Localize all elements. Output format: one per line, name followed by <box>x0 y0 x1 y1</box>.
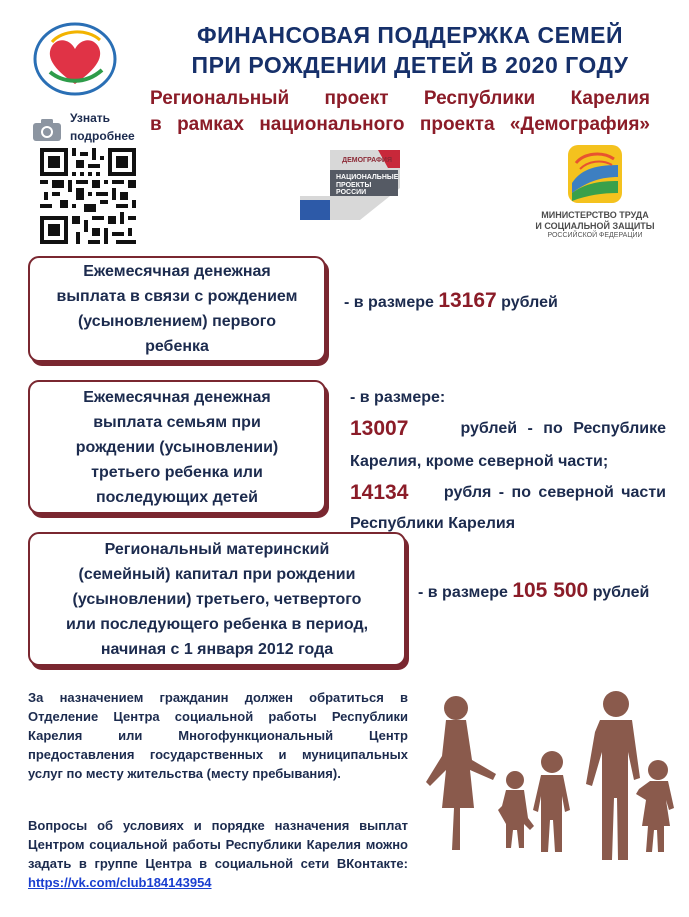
ministry-name-line3: РОССИЙСКОЙ ФЕДЕРАЦИИ <box>547 232 643 239</box>
np-logo-line3: ПРОЕКТЫ <box>336 182 372 189</box>
benefit1-line: Ежемесячная денежная <box>83 263 271 280</box>
benefit3-line: или последующего ребенка в период, <box>65 615 369 633</box>
page-title-line2: ПРИ РОЖДЕНИИ ДЕТЕЙ В 2020 ГОДУ <box>191 52 629 78</box>
subtitle-line2: в рамках национального проекта «Демография» <box>150 114 650 135</box>
learn-more-label <box>70 109 135 145</box>
benefit3-amount: 105 500 <box>512 579 589 602</box>
benefit1-suffix: рублей <box>496 294 558 311</box>
benefit2-line: рождении (усыновлении) <box>75 438 279 456</box>
benefit3-line: (семейный) капитал при рождении <box>78 565 356 583</box>
ministry-logo <box>520 143 670 239</box>
benefit2-amount1: 13007 <box>350 417 409 440</box>
benefit2-amount-text <box>350 382 666 539</box>
benefit2-line: последующих детей <box>96 488 258 506</box>
ministry-name-line2: И СОЦИАЛЬНОЙ ЗАЩИТЫ <box>535 221 655 231</box>
benefit2-text2b: Республики Карелия <box>350 515 516 532</box>
benefit2-row2 <box>350 477 666 508</box>
benefit-box-maternity-capital <box>28 532 406 666</box>
social-center-heart-logo <box>32 22 118 96</box>
ministry-name-line1: МИНИСТЕРСТВО ТРУДА <box>541 210 649 220</box>
qr-code[interactable] <box>40 148 136 244</box>
benefit3-line: начиная с 1 января 2012 года <box>100 640 334 658</box>
info-paragraph-questions <box>28 816 408 892</box>
benefit2-line: третьего ребенка или <box>91 463 263 481</box>
benefit2-text1a: рублей - по Республике <box>460 420 666 437</box>
benefit2-prefix: - в размере: <box>350 389 446 406</box>
benefit3-amount-text <box>418 579 649 603</box>
benefit1-prefix: - в размере <box>344 294 439 311</box>
camera-icon <box>32 118 62 142</box>
page-title-line1: ФИНАНСОВАЯ ПОДДЕРЖКА СЕМЕЙ <box>197 22 623 48</box>
benefit2-text2a: рубля - по северной части <box>443 484 666 501</box>
benefit3-line: Региональный материнский <box>104 540 330 558</box>
benefit2-line: Ежемесячная денежная <box>83 388 271 406</box>
np-logo-line4: РОССИИ <box>336 189 367 196</box>
benefit2-amount2: 14134 <box>350 481 409 504</box>
family-silhouette-illustration <box>420 690 682 900</box>
ministry-emblem-icon <box>566 143 624 205</box>
subtitle-line1: Региональный проект Республики Карелия <box>150 88 650 109</box>
benefit2-text1b: Карелия, кроме северной части; <box>350 453 609 470</box>
benefit1-line: выплата в связи с рождением <box>56 288 298 305</box>
info-paragraph-apply: За назначением гражданин должен обратиться в Отделение Центра социальной работы Республики Карелия или Многофункциональный Центр предоставления государственных и муниципальных услуг по месту жительства (месту пребывания). <box>28 690 408 781</box>
benefit2-row1 <box>350 413 666 446</box>
np-logo-line1: ДЕМОГРАФИЯ <box>342 157 392 164</box>
benefit2-line: выплата семьям при <box>93 413 261 431</box>
national-projects-logo <box>300 150 420 220</box>
benefit1-amount: 13167 <box>438 289 497 312</box>
learn-more-line1: Узнать <box>70 111 111 125</box>
benefit3-line: (усыновлении) третьего, четвертого <box>72 590 362 608</box>
learn-more-line2: подробнее <box>70 129 135 143</box>
vk-group-link[interactable]: https://vk.com/club184143954 <box>28 875 212 890</box>
benefit-box-first-child <box>28 256 326 362</box>
benefit1-line: ребенка <box>145 338 209 355</box>
benefit3-prefix: - в размере <box>418 584 513 601</box>
benefit3-suffix: рублей <box>588 584 650 601</box>
questions-text: Вопросы об условиях и порядке назначения выплат Центром социальной работы Республики Карелия можно задать в группе Центра в социальной сети ВКонтакте: <box>28 818 408 871</box>
benefit1-amount-text <box>344 289 558 313</box>
benefit1-line: (усыновлением) первого <box>77 313 277 330</box>
np-logo-line2: НАЦИОНАЛЬНЫЕ <box>336 174 399 181</box>
benefit-box-third-child <box>28 380 326 514</box>
